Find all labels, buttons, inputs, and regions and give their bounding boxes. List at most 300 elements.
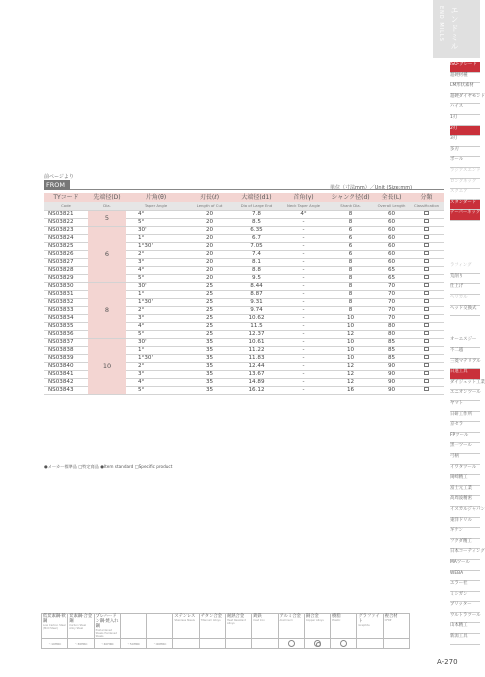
length-of-cut-cell: 25 <box>186 322 233 330</box>
code-cell: NS03826 <box>44 250 88 258</box>
material-name: ステンレス <box>174 614 196 619</box>
material-rating-cell <box>252 639 278 649</box>
length-of-cut-cell: 35 <box>186 338 233 346</box>
code-cell: NS03830 <box>44 282 88 290</box>
sidebar-item[interactable] <box>450 465 480 476</box>
col-header: シャンク径(d) <box>327 193 374 202</box>
length-of-cut-cell: 35 <box>186 386 233 394</box>
material-name: 鋳鉄 <box>253 614 262 619</box>
sidebar-item[interactable] <box>450 506 485 518</box>
col-header: 先端径(D) <box>88 193 126 202</box>
sidebar-item-label: テーパーネック <box>450 210 481 216</box>
sidebar-item[interactable] <box>450 126 480 137</box>
length-of-cut-cell: 20 <box>186 250 233 258</box>
sidebar-item[interactable] <box>450 263 480 274</box>
material-name: 炭素鋼·合金鋼 <box>69 614 93 624</box>
checkbox-icon <box>424 299 429 304</box>
classification-cell <box>409 314 444 322</box>
sidebar-item[interactable] <box>450 613 480 624</box>
length-of-cut-cell: 20 <box>186 266 233 274</box>
shank-dia-cell: 12 <box>327 330 374 338</box>
sidebar-item[interactable] <box>450 284 480 295</box>
checkbox-icon <box>424 291 429 296</box>
taper-angle-cell: 5° <box>126 330 186 338</box>
sidebar-item[interactable] <box>450 390 480 401</box>
large-end-dia-cell: 9.31 <box>233 298 280 306</box>
taper-angle-cell: 4° <box>126 322 186 330</box>
taper-angle-cell: 3° <box>126 314 186 322</box>
sidebar-item-label: ボール <box>450 157 464 163</box>
taper-angle-cell: 4° <box>126 266 186 274</box>
length-of-cut-cell: 25 <box>186 290 233 298</box>
overall-length-cell: 70 <box>374 314 409 322</box>
sidebar-item-label: WEBA <box>450 570 464 576</box>
shank-dia-cell: 8 <box>327 306 374 314</box>
material-cell <box>331 614 357 639</box>
overall-length-cell: 60 <box>374 258 409 266</box>
material-name: 複合材 <box>384 614 398 619</box>
code-cell: NS03835 <box>44 322 88 330</box>
classification-cell <box>409 338 444 346</box>
large-end-dia-cell: 8.87 <box>233 290 280 298</box>
sidebar-item[interactable] <box>450 433 480 444</box>
material-rating-cell <box>225 639 251 649</box>
sidebar-item[interactable] <box>450 327 480 338</box>
neck-angle-cell: - <box>280 370 327 378</box>
checkbox-icon <box>424 331 429 336</box>
sidebar-item[interactable] <box>450 571 480 582</box>
sidebar-item[interactable] <box>450 147 480 158</box>
sidebar-item[interactable] <box>450 401 480 412</box>
classification-cell <box>409 282 444 290</box>
col-header: 刃長(ℓ) <box>186 193 233 202</box>
sidebar-item-label: 日進工具 <box>450 369 468 375</box>
code-cell: NS03825 <box>44 242 88 250</box>
neck-angle-cell: - <box>280 274 327 282</box>
length-of-cut-cell: 20 <box>186 258 233 266</box>
checkbox-icon <box>424 307 429 312</box>
sidebar-item[interactable] <box>450 168 480 179</box>
sidebar-item-label: ヤマト <box>450 401 464 406</box>
length-of-cut-cell: 25 <box>186 306 233 314</box>
sidebar-item-label: ロングネック <box>450 178 477 184</box>
checkbox-icon <box>424 315 429 320</box>
length-of-cut-cell: 20 <box>186 274 233 282</box>
checkbox-icon <box>424 347 429 352</box>
sidebar-item[interactable] <box>450 93 485 105</box>
material-name-en: Plastic <box>332 619 341 622</box>
checkbox-icon <box>424 355 429 360</box>
material-name-en: CFRP <box>384 619 392 622</box>
sidebar-item-label: ヘリカル <box>450 295 468 301</box>
large-end-dia-cell: 7.8 <box>233 210 280 218</box>
sidebar-item[interactable] <box>450 602 480 613</box>
code-cell: NS03842 <box>44 378 88 386</box>
neck-angle-cell: - <box>280 242 327 250</box>
table-body <box>44 210 444 394</box>
col-header-en: Code <box>44 202 88 210</box>
material-cell <box>147 614 173 639</box>
material-cell <box>357 614 383 639</box>
code-cell: NS03827 <box>44 258 88 266</box>
sidebar-item[interactable] <box>450 454 480 465</box>
shank-dia-cell: 8 <box>327 258 374 266</box>
length-of-cut-cell: 20 <box>186 234 233 242</box>
sidebar-item-label: ヘッド交換式 <box>450 305 477 311</box>
classification-cell <box>409 250 444 258</box>
classification-cell <box>409 234 444 242</box>
large-end-dia-cell: 11.83 <box>233 354 280 362</box>
sidebar-item[interactable] <box>450 422 480 433</box>
length-of-cut-cell: 20 <box>186 210 233 218</box>
sidebar-item[interactable] <box>450 359 480 370</box>
sidebar-item[interactable] <box>450 157 480 168</box>
taper-angle-cell: 2° <box>126 306 186 314</box>
material-name-en: Cast Iron <box>253 619 265 622</box>
sidebar-item-label: オーエスジー <box>450 337 477 343</box>
length-of-cut-cell: 35 <box>186 362 233 370</box>
table-header-en <box>44 202 444 210</box>
code-cell: NS03823 <box>44 226 88 234</box>
large-end-dia-cell: 9.5 <box>233 274 280 282</box>
neck-angle-cell: - <box>280 218 327 226</box>
sidebar-item[interactable] <box>450 104 480 115</box>
col-header-en: Taper Angle <box>126 202 186 210</box>
checkbox-icon <box>424 251 429 256</box>
large-end-dia-cell: 10.61 <box>233 338 280 346</box>
sidebar-item[interactable] <box>450 379 485 391</box>
material-name-en: Prehardened Steels Hardened Steels <box>95 629 118 638</box>
sidebar-item[interactable] <box>450 496 480 507</box>
checkbox-icon <box>424 371 429 376</box>
taper-angle-cell: 3° <box>126 370 186 378</box>
col-header-en: Length of Cut <box>186 202 233 210</box>
overall-length-cell: 85 <box>374 338 409 346</box>
code-cell: NS03829 <box>44 274 88 282</box>
sidebar-item[interactable] <box>450 337 480 348</box>
sidebar-item-label: ISO-グレード <box>450 62 477 67</box>
classification-cell <box>409 354 444 362</box>
classification-cell <box>409 226 444 234</box>
large-end-dia-cell: 8.1 <box>233 258 280 266</box>
overall-length-cell: 65 <box>374 274 409 282</box>
neck-angle-cell: - <box>280 338 327 346</box>
sidebar-item[interactable] <box>450 634 480 645</box>
classification-cell <box>409 370 444 378</box>
checkbox-icon <box>424 211 429 216</box>
shank-dia-cell: 10 <box>327 338 374 346</box>
neck-angle-cell: - <box>280 362 327 370</box>
checkbox-icon <box>424 339 429 344</box>
shank-dia-cell: 6 <box>327 242 374 250</box>
overall-length-cell: 60 <box>374 242 409 250</box>
sidebar-item[interactable] <box>450 295 480 306</box>
sidebar-item[interactable] <box>450 232 480 243</box>
sidebar-item-label: ハイス <box>450 104 464 110</box>
overall-length-cell: 90 <box>374 386 409 394</box>
large-end-dia-cell: 7.05 <box>233 242 280 250</box>
table-header-jp <box>44 193 444 202</box>
code-cell: NS03821 <box>44 210 88 218</box>
tip-dia-cell: 10 <box>88 338 126 394</box>
large-end-dia-cell: 16.12 <box>233 386 280 394</box>
taper-angle-cell: 4° <box>126 378 186 386</box>
material-name: グラファイト <box>358 614 380 624</box>
code-cell: NS03831 <box>44 290 88 298</box>
sidebar-item-label: 荒削り <box>450 273 464 279</box>
material-cell <box>225 614 251 639</box>
sidebar-item-label: 富士元工業 <box>450 485 472 491</box>
length-of-cut-cell: 35 <box>186 346 233 354</box>
section-tab-label: エンドミル <box>450 6 459 51</box>
length-of-cut-cell: 35 <box>186 370 233 378</box>
code-cell: NS03833 <box>44 306 88 314</box>
neck-angle-cell: - <box>280 330 327 338</box>
neck-angle-cell: - <box>280 258 327 266</box>
overall-length-cell: 90 <box>374 370 409 378</box>
code-cell: NS03832 <box>44 298 88 306</box>
sidebar-item[interactable] <box>450 136 480 147</box>
material-cell <box>383 614 409 639</box>
sidebar-item[interactable] <box>450 592 480 603</box>
code-cell: NS03841 <box>44 370 88 378</box>
neck-angle-cell: - <box>280 386 327 394</box>
table-row <box>44 338 444 346</box>
neck-angle-cell: - <box>280 298 327 306</box>
material-cell <box>252 614 278 639</box>
large-end-dia-cell: 8.5 <box>233 218 280 226</box>
shank-dia-cell: 10 <box>327 346 374 354</box>
sidebar-item[interactable] <box>450 115 480 126</box>
material-name-en: Stainless Steels <box>174 619 195 622</box>
sidebar-item[interactable] <box>450 486 480 497</box>
col-header-en: Shank Dia. <box>327 202 374 210</box>
col-header: 片角(θ) <box>126 193 186 202</box>
sidebar-item[interactable] <box>450 306 480 317</box>
sidebar-item-label: FPツール <box>450 432 469 438</box>
material-name-en: Carbon Steel Alloy Steel <box>69 624 87 630</box>
sidebar-item[interactable] <box>450 348 480 359</box>
sidebar-item-label: MAツール <box>450 559 470 565</box>
overall-length-cell: 60 <box>374 234 409 242</box>
material-value-row <box>42 639 410 649</box>
sidebar-item-label: ユニオンツール <box>450 390 481 396</box>
sidebar-item-label: ギケン <box>450 528 463 534</box>
sidebar-item[interactable] <box>450 62 480 73</box>
material-rating-cell <box>199 639 225 649</box>
sidebar-item[interactable] <box>450 210 480 221</box>
sidebar-item-label: 山本精工 <box>450 623 468 629</box>
overall-length-cell: 65 <box>374 266 409 274</box>
sidebar-item-label: 東洋ドリル <box>450 517 472 523</box>
classification-cell <box>409 346 444 354</box>
neck-angle-cell: - <box>280 346 327 354</box>
classification-cell <box>409 218 444 226</box>
large-end-dia-cell: 11.22 <box>233 346 280 354</box>
taper-angle-cell: 30' <box>126 282 186 290</box>
length-of-cut-cell: 20 <box>186 226 233 234</box>
neck-angle-cell: - <box>280 266 327 274</box>
length-of-cut-cell: 25 <box>186 314 233 322</box>
large-end-dia-cell: 9.74 <box>233 306 280 314</box>
taper-angle-cell: 5° <box>126 274 186 282</box>
material-rating-cell <box>331 639 357 649</box>
classification-cell <box>409 242 444 250</box>
taper-angle-cell: 30' <box>126 226 186 234</box>
shank-dia-cell: 10 <box>327 314 374 322</box>
shank-dia-cell: 8 <box>327 298 374 306</box>
checkbox-icon <box>424 323 429 328</box>
col-header: TYコード <box>44 193 88 202</box>
taper-angle-cell: 3° <box>126 258 186 266</box>
material-header-row <box>42 614 410 639</box>
material-table <box>41 613 410 649</box>
sidebar-item[interactable] <box>450 560 480 571</box>
overall-length-cell: 85 <box>374 354 409 362</box>
length-of-cut-cell: 25 <box>186 298 233 306</box>
sidebar-item-label: ブリッター <box>450 602 472 608</box>
large-end-dia-cell: 10.62 <box>233 314 280 322</box>
shank-dia-cell: 12 <box>327 378 374 386</box>
overall-length-cell: 90 <box>374 378 409 386</box>
sidebar-item-label: 新潟工具 <box>450 634 468 640</box>
overall-length-cell: 60 <box>374 250 409 258</box>
length-of-cut-cell: 20 <box>186 242 233 250</box>
shank-dia-cell: 10 <box>327 354 374 362</box>
sidebar-item[interactable] <box>450 581 480 592</box>
large-end-dia-cell: 14.89 <box>233 378 280 386</box>
classification-cell <box>409 266 444 274</box>
overall-length-cell: 70 <box>374 282 409 290</box>
col-header-en: Dia of Large End <box>233 202 280 210</box>
neck-angle-cell: - <box>280 306 327 314</box>
material-name: 樹脂 <box>332 614 341 619</box>
sidebar-item[interactable] <box>450 412 480 423</box>
overall-length-cell: 80 <box>374 322 409 330</box>
sidebar-item[interactable] <box>450 242 480 253</box>
length-of-cut-cell: 35 <box>186 378 233 386</box>
shank-dia-cell: 10 <box>327 322 374 330</box>
taper-angle-cell: 1° <box>126 234 186 242</box>
sidebar-item[interactable] <box>450 253 480 264</box>
checkbox-icon <box>424 275 429 280</box>
sidebar-item-label: 三菱マテリアル <box>450 358 481 364</box>
material-cell <box>278 614 304 639</box>
overall-length-cell: 80 <box>374 330 409 338</box>
material-name-en: Titanium Alloys <box>200 619 221 622</box>
sidebar-item[interactable] <box>450 475 480 486</box>
length-of-cut-cell: 20 <box>186 218 233 226</box>
taper-angle-cell: 2° <box>126 362 186 370</box>
neck-angle-cell: - <box>280 250 327 258</box>
material-name-en: Aluminum <box>279 619 293 622</box>
material-rating-cell <box>94 639 120 649</box>
col-header-en: Classification <box>409 202 444 210</box>
sidebar-item[interactable] <box>450 179 480 190</box>
legend-note: ●メーカー標準品 □特定商品 ●Item standard □Specific product <box>44 464 173 469</box>
continued-note: 前ページより <box>44 174 74 180</box>
large-end-dia-cell: 12.44 <box>233 362 280 370</box>
sidebar-item[interactable] <box>450 549 485 560</box>
shank-dia-cell: 8 <box>327 282 374 290</box>
sidebar-item[interactable] <box>450 189 480 200</box>
sidebar-item[interactable] <box>450 83 480 94</box>
length-of-cut-cell: 25 <box>186 330 233 338</box>
large-end-dia-cell: 6.35 <box>233 226 280 234</box>
sidebar-item[interactable] <box>450 200 480 211</box>
sidebar-item[interactable] <box>450 316 480 327</box>
material-name: 耐熱合金 <box>226 614 245 619</box>
tip-dia-cell: 8 <box>88 282 126 338</box>
large-end-dia-cell: 6.7 <box>233 234 280 242</box>
sidebar-index <box>450 62 485 645</box>
neck-angle-cell: - <box>280 282 327 290</box>
classification-cell <box>409 210 444 218</box>
sidebar-item[interactable] <box>450 221 480 232</box>
sidebar-item[interactable] <box>450 73 480 84</box>
sidebar-item-label: ダイジェット工業 <box>450 379 485 385</box>
large-end-dia-cell: 8.44 <box>233 282 280 290</box>
overall-length-cell: 60 <box>374 210 409 218</box>
section-tab-sublabel: END MILLS <box>438 6 444 42</box>
sidebar-item[interactable] <box>450 274 480 285</box>
taper-angle-cell: 5° <box>126 386 186 394</box>
col-header: 分類 <box>409 193 444 202</box>
taper-angle-cell: 5° <box>126 218 186 226</box>
neck-angle-cell: - <box>280 226 327 234</box>
code-cell: NS03837 <box>44 338 88 346</box>
shank-dia-cell: 16 <box>327 386 374 394</box>
taper-angle-cell: 1° <box>126 290 186 298</box>
sidebar-item[interactable] <box>450 518 480 529</box>
large-end-dia-cell: 7.4 <box>233 250 280 258</box>
checkbox-icon <box>424 243 429 248</box>
sidebar-item-label: 超硬材種 <box>450 72 468 78</box>
code-cell: NS03828 <box>44 266 88 274</box>
neck-angle-cell: - <box>280 322 327 330</box>
sidebar-item-label: ラジアスエンド <box>450 167 481 173</box>
col-header-en: Overall Length <box>374 202 409 210</box>
material-rating-cell <box>120 639 146 649</box>
tip-dia-cell: 5 <box>88 210 126 226</box>
code-cell: NS03840 <box>44 362 88 370</box>
table-row <box>44 226 444 234</box>
sidebar-item-label: スタンダード <box>450 199 477 205</box>
taper-angle-cell: 1° <box>126 346 186 354</box>
sidebar-item[interactable] <box>450 623 480 634</box>
sidebar-item-label: フクダ精工 <box>450 538 472 544</box>
classification-cell <box>409 306 444 314</box>
sidebar-item-label: 1刃 <box>450 114 458 120</box>
code-cell: NS03839 <box>44 354 88 362</box>
suitable-circle-icon <box>340 640 347 647</box>
material-cell <box>199 614 225 639</box>
shank-dia-cell: 8 <box>327 290 374 298</box>
checkbox-icon <box>424 379 429 384</box>
material-cell <box>173 614 199 639</box>
sidebar-item[interactable] <box>450 443 480 454</box>
sidebar-item[interactable] <box>450 369 480 380</box>
sidebar-item[interactable] <box>450 528 480 539</box>
material-name: プレハードン鋼·焼入れ鋼 <box>95 614 119 629</box>
sidebar-item-label: 多刃 <box>450 146 459 152</box>
large-end-dia-cell: 13.67 <box>233 370 280 378</box>
sidebar-item-label: ウルトラツール <box>450 612 481 618</box>
sidebar-item[interactable] <box>450 539 480 550</box>
code-cell: NS03843 <box>44 386 88 394</box>
code-cell: NS03824 <box>44 234 88 242</box>
code-cell: NS03838 <box>44 346 88 354</box>
